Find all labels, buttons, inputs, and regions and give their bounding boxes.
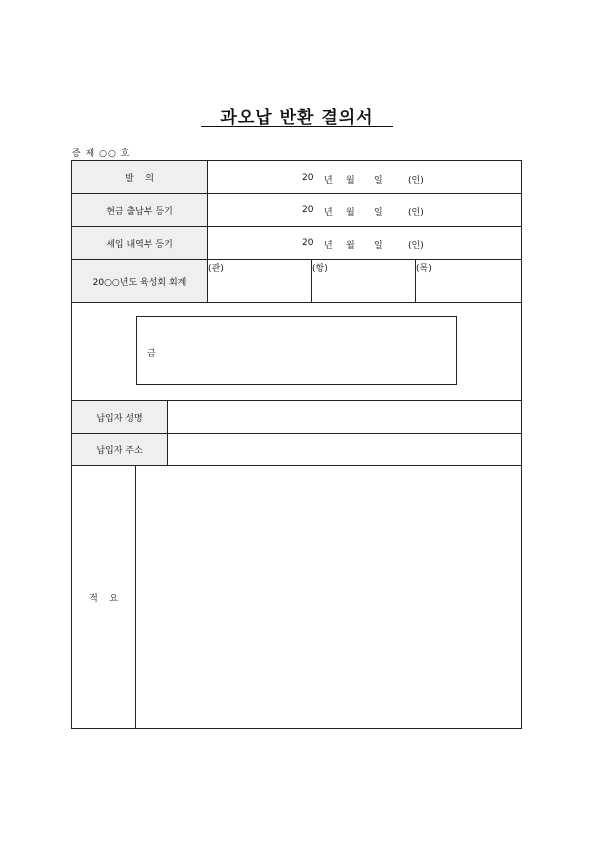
row-divider bbox=[71, 259, 522, 260]
payer-address-label: 납입자 주소 bbox=[72, 434, 167, 465]
account-hang: (항) bbox=[312, 264, 328, 274]
account-mok: (목) bbox=[416, 264, 432, 274]
tax-ledger-label: 세입 내역부 등기 bbox=[72, 227, 207, 259]
row-divider bbox=[71, 193, 522, 194]
issue-date: 20 년 월 일 (인) bbox=[302, 173, 424, 186]
summary-field[interactable] bbox=[136, 466, 521, 728]
cash-ledger-label: 현금 출납부 등기 bbox=[72, 194, 207, 226]
amount-label: 금 bbox=[147, 349, 156, 359]
document-title: 과오납 반환 결의서 bbox=[220, 108, 374, 128]
issue-label: 발 의 bbox=[72, 161, 207, 193]
cash-ledger-date: 20 년 월 일 (인) bbox=[302, 205, 424, 218]
payer-name-field[interactable] bbox=[168, 401, 521, 433]
row-divider bbox=[71, 302, 522, 303]
label-divider bbox=[207, 160, 208, 302]
row-divider bbox=[71, 226, 522, 227]
payer-address-field[interactable] bbox=[168, 434, 521, 465]
amount-box bbox=[136, 316, 457, 385]
payer-name-label: 납입자 성명 bbox=[72, 401, 167, 433]
title-underline bbox=[201, 126, 393, 127]
account-label: 20○○년도 육성회 회계 bbox=[72, 260, 207, 302]
summary-label: 적 요 bbox=[89, 593, 118, 604]
account-gwan: (관) bbox=[208, 264, 224, 274]
document-number: 증 제 ○○ 호 bbox=[72, 149, 131, 159]
tax-ledger-date: 20 년 월 일 (인) bbox=[302, 238, 424, 251]
